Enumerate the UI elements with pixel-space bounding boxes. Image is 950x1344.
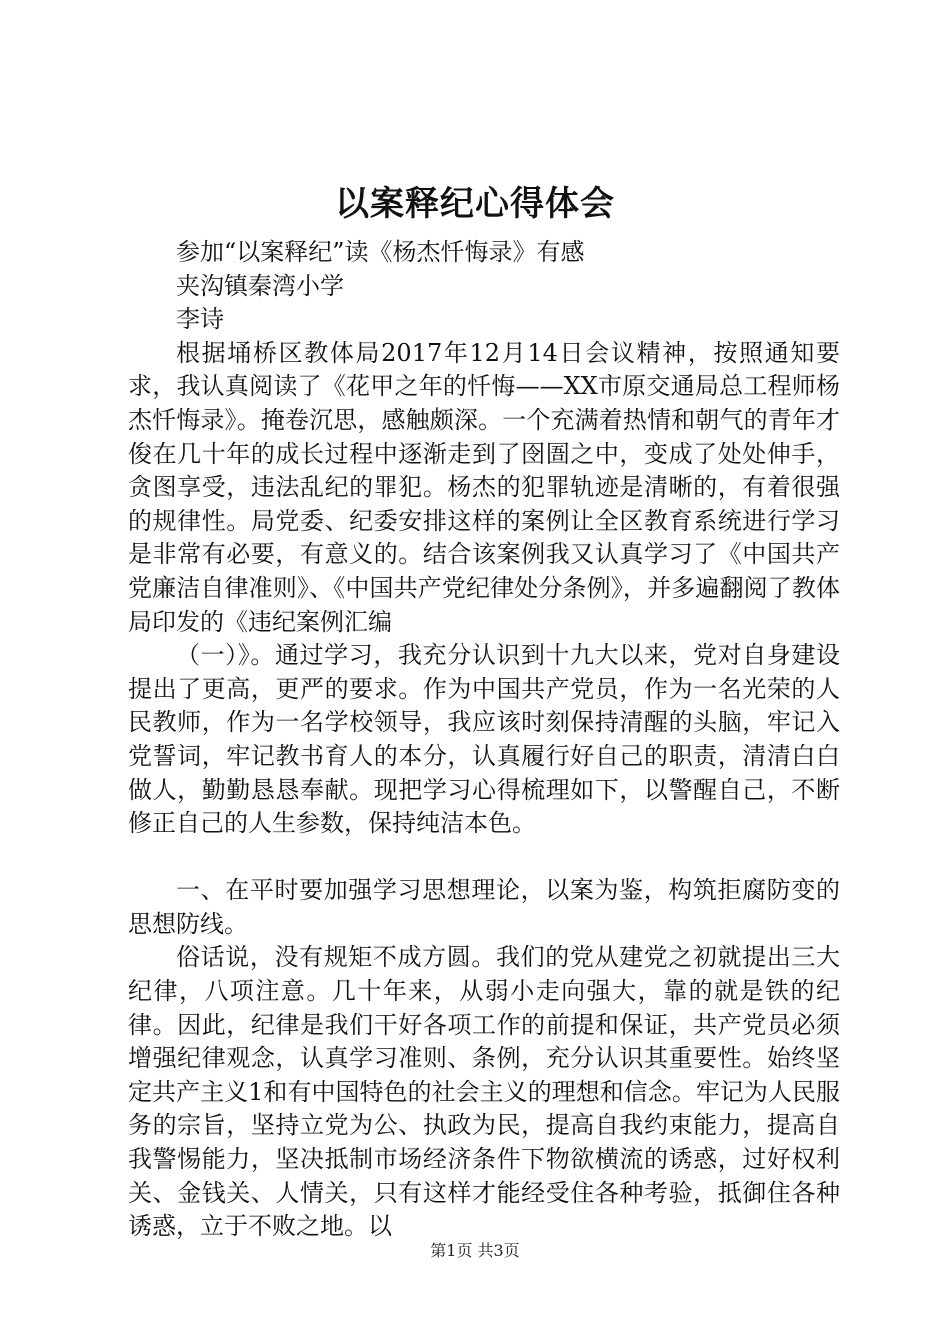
page-footer: 第1页 共3页 [430,1241,520,1260]
author-line: 李诗 [176,305,224,334]
subtitle-line: 参加“以案释纪”读《杨杰忏悔录》有感 [176,238,585,266]
school-line: 夹沟镇秦湾小学 [176,271,344,300]
section-heading-1: 一、在平时要加强学习思想理论，以案为鉴，构筑拒腐防变的思想防线。 [128,876,840,938]
document-body [128,236,840,1244]
paragraph-2: （一）》。通过学习，我充分认识到十九大以来，党对自身建设提出了更高，更严的要求。作为中国共产党员，作为一名光荣的人民教师，作为一名学校领导，我应该时刻保持清醒的头脑，牢记入党誓词，牢记教书育人的本分，认真履行好自己的职责，清清白白做人，勤勤恳恳奉献。现把学习心得梳理如下，以警醒自己，不断修正自己的人生参数，保持纯洁本色。 [128,641,840,838]
paragraph-gap [128,841,840,875]
document-title: 以案释纪心得体会 [335,184,615,224]
paragraph-1: 根据埇桥区教体局2017年12月14日会议精神，按照通知要求，我认真阅读了《花甲之年的忏悔——XX市原交通局总工程师杨杰忏悔录》。掩卷沉思，感触颇深。一个充满着热情和朝气的青年才俊在几十年的成长过程中逐渐走到了囹圄之中，变成了处处伸手，贪图享受，违法乱纪的罪犯。杨杰的犯罪轨迹是清晰的，有着很强的规律性。局党委、纪委安排这样的案例让全区教育系统进行学习是非常有必要，有意义的。结合该案例我又认真学习了《中国共产党廉洁自律准则》、《中国共产党纪律处分条例》，并多遍翻阅了教体局印发的《违纪案例汇编 [128,338,840,636]
paragraph-3: 俗话说，没有规矩不成方圆。我们的党从建党之初就提出三大纪律，八项注意。几十年来，从弱小走向强大，靠的就是铁的纪律。因此，纪律是我们干好各项工作的前提和保证，共产党员必须增强纪律观念，认真学习准则、条例，充分认识其重要性。始终坚定共产主义1和有中国特色的社会主义的理想和信念。牢记为人民服务的宗旨，坚持立党为公、执政为民，提高自我约束能力，提高自我警惕能力，坚决抵制市场经济条件下物欲横流的诱惑，过好权利关、金钱关、人情关，只有这样才能经受住各种考验，抵御住各种诱惑，立于不败之地。以 [128,943,840,1241]
